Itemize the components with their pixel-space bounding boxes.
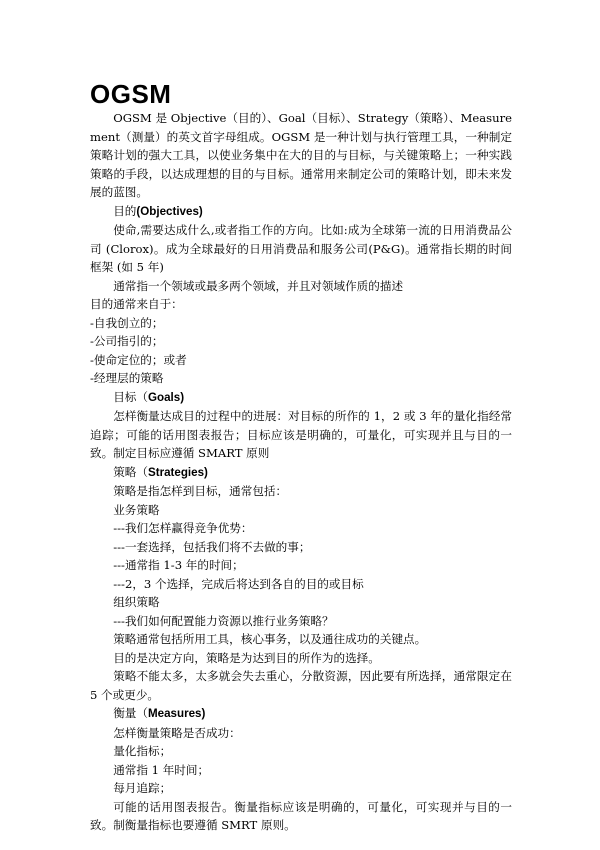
goals-heading-cn: 目标（	[113, 389, 148, 404]
business-strategy-item-4: ---2，3 个选择，完成后将达到各自的目的或目标	[113, 576, 364, 591]
business-strategy-item-3: ---通常指 1-3 年的时间；	[113, 558, 244, 572]
measures-paragraph-1: 怎样衡量策略是否成功：	[113, 725, 241, 740]
objectives-heading-cn: 目的	[113, 203, 137, 218]
strategies-paragraph-4: 策略不能太多，太多就会失去重心，分散资源，因此要有所选择，通常限定在 5 个或更少。	[90, 669, 512, 702]
strategies-paragraph-1: 策略是指怎样到目标，通常包括：	[113, 484, 288, 498]
goals-heading	[90, 388, 512, 408]
document-title: OGSM	[90, 79, 172, 109]
strategies-paragraph-3: 目的是决定方向，策略是为达到目的所作为的选择。	[113, 650, 380, 665]
objectives-paragraph-2: 通常指一个领域或最多两个领域，并且对领域作质的描述	[113, 278, 404, 293]
business-strategy-label: 业务策略	[113, 502, 160, 517]
objectives-list-item-4: -经理层的策略	[90, 371, 164, 385]
strategies-heading-en: Strategies)	[147, 465, 208, 479]
objectives-list-item-1: -自我创立的；	[90, 315, 164, 330]
measures-paragraph-3: 通常指 1 年时间；	[113, 762, 210, 777]
organization-strategy-item-1: ---我们如何配置能力资源以推行业务策略？	[113, 613, 334, 628]
intro-paragraph: OGSM 是 Objective（目的）、Goal（目标）、Strategy（策略）、Measurement（测量）的英文首字母组成。OGSM 是一种计划与执行管理工具，一种制定策略计划的强大工具，以使业务集中在大的目的与目标，与关键策略上；一种实践策略的手段，以达成理想的目的与目标。通常用来制定公司的策略计划，即未来发展的蓝图。	[90, 111, 512, 199]
business-strategy-item-2: ---一套选择，包括我们将不去做的事；	[113, 539, 311, 554]
measures-heading-cn: 衡量（	[113, 706, 148, 720]
measures-paragraph-4: 每月追踪；	[113, 781, 172, 795]
objectives-list-item-3: -使命定位的；或者	[90, 352, 187, 367]
business-strategy-item-1: ---我们怎样赢得竞争优势：	[113, 521, 253, 535]
goals-paragraph-1: 怎样衡量达成目的过程中的进展：对目标的所作的 1，2 或 3 年的量化指经常追踪；可能的话用图表报告；目标应该是明确的，可量化，可实现并且与目的一致。制定目标应遵循 SMART 原则	[90, 409, 512, 460]
goals-heading-en: Goals)	[147, 390, 185, 404]
strategies-heading	[90, 463, 512, 483]
objectives-heading-en: (Objectives)	[136, 204, 203, 218]
measures-heading-en: Measures)	[147, 707, 206, 720]
measures-paragraph-2: 量化指标；	[113, 744, 172, 758]
objectives-list-item-2: -公司指引的；	[90, 334, 164, 348]
organization-strategy-label: 组织策略	[113, 595, 160, 609]
objectives-paragraph-1: 使命,需要达成什么,或者指工作的方向。比如:成为全球第一流的日用消费品公司 (Clorox)。成为全球最好的日用消费品和服务公司(P&G)。通常指长期的时间框架 (如 5 年)	[90, 223, 512, 274]
objectives-paragraph-3: 目的通常来自于：	[90, 297, 183, 311]
strategies-heading-cn: 策略（	[113, 464, 148, 479]
measures-paragraph-5: 可能的话用图表报告。衡量指标应该是明确的，可量化，可实现并与目的一致。制衡量指标也要遵循 SMRT 原则。	[90, 799, 512, 832]
objectives-heading	[90, 202, 512, 222]
strategies-paragraph-2: 策略通常包括所用工具，核心事务，以及通往成功的关键点。	[113, 632, 427, 646]
measures-heading	[90, 704, 512, 724]
document-body	[90, 109, 512, 835]
